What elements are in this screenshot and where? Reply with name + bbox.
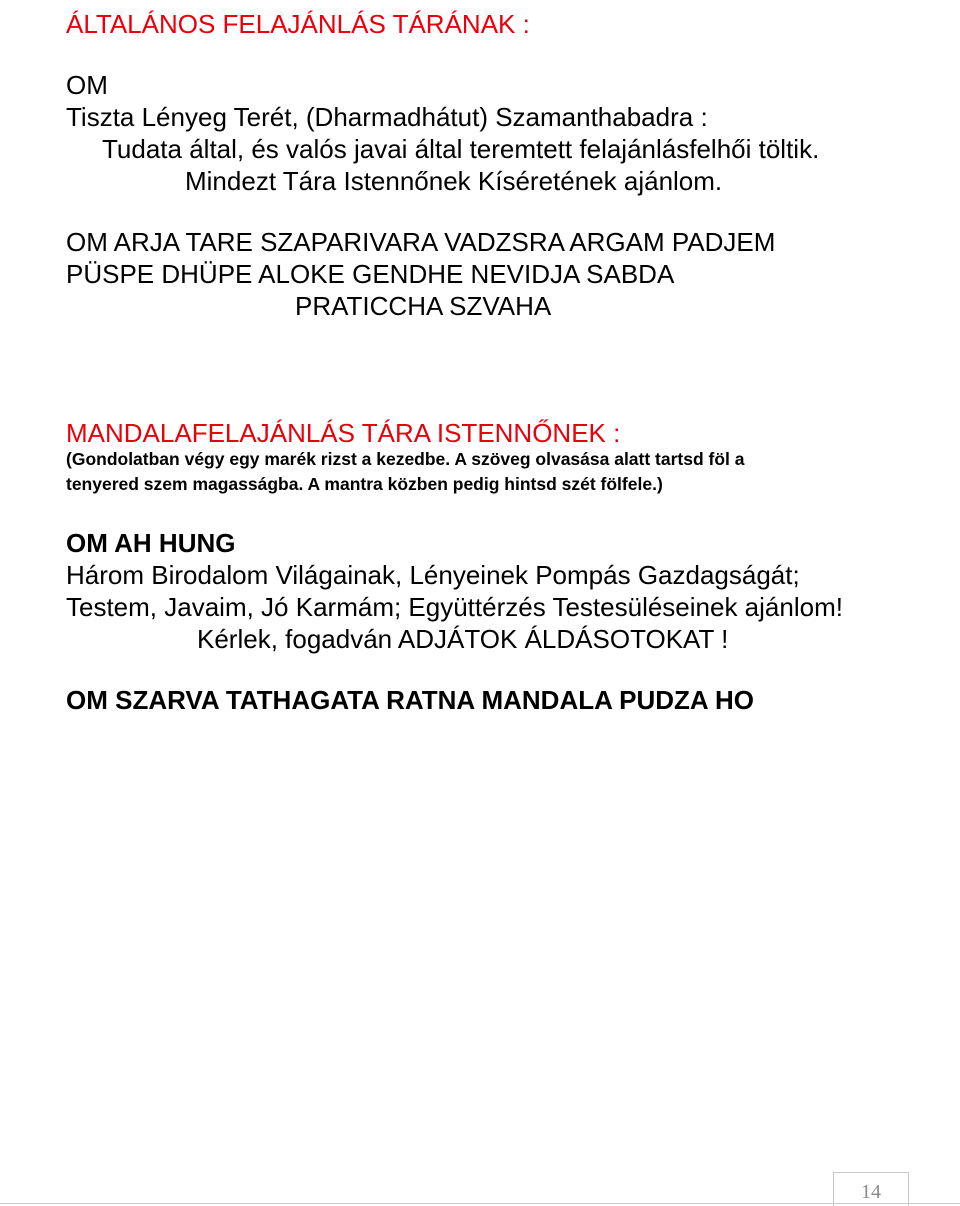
section1-verse-line-2: Tudata által, és valós javai által teremtett felajánlásfelhői töltik. — [102, 134, 820, 164]
section1-om: OM — [66, 70, 108, 100]
section2-instruction-line-2: tenyered szem magasságba. A mantra közben pedig hintsd szét fölfele.) — [66, 474, 663, 494]
section1-verse-line-1: Tiszta Lényeg Terét, (Dharmadhátut) Szamanthabadra : — [66, 102, 708, 132]
section2-verse-line-3: Kérlek, fogadván ADJÁTOK ÁLDÁSOTOKAT ! — [197, 624, 729, 654]
section1-mantra-line-3: PRATICCHA SZVAHA — [295, 291, 552, 321]
section2-om: OM AH HUNG — [66, 528, 236, 558]
page-number: 14 — [833, 1172, 909, 1206]
section2-verse-line-2: Testem, Javaim, Jó Karmám; Együttérzés Testesüléseinek ajánlom! — [66, 592, 843, 622]
section1-mantra-line-2: PÜSPE DHÜPE ALOKE GENDHE NEVIDJA SABDA — [66, 259, 675, 289]
section1-heading: ÁLTALÁNOS FELAJÁNLÁS TÁRÁNAK : — [66, 9, 530, 39]
section2-instruction-line-1: (Gondolatban végy egy marék rizst a kezedbe. A szöveg olvasása alatt tartsd föl a — [66, 449, 745, 469]
section1-verse-line-3: Mindezt Tára Istennőnek Kíséretének ajánlom. — [185, 166, 723, 196]
section2-mantra: OM SZARVA TATHAGATA RATNA MANDALA PUDZA HO — [66, 685, 754, 715]
section2-heading: MANDALAFELAJÁNLÁS TÁRA ISTENNŐNEK : — [66, 418, 621, 448]
section2-verse-line-1: Három Birodalom Világainak, Lényeinek Pompás Gazdagságát; — [66, 560, 800, 590]
section1-mantra-line-1: OM ARJA TARE SZAPARIVARA VADZSRA ARGAM PADJEM — [66, 227, 776, 257]
